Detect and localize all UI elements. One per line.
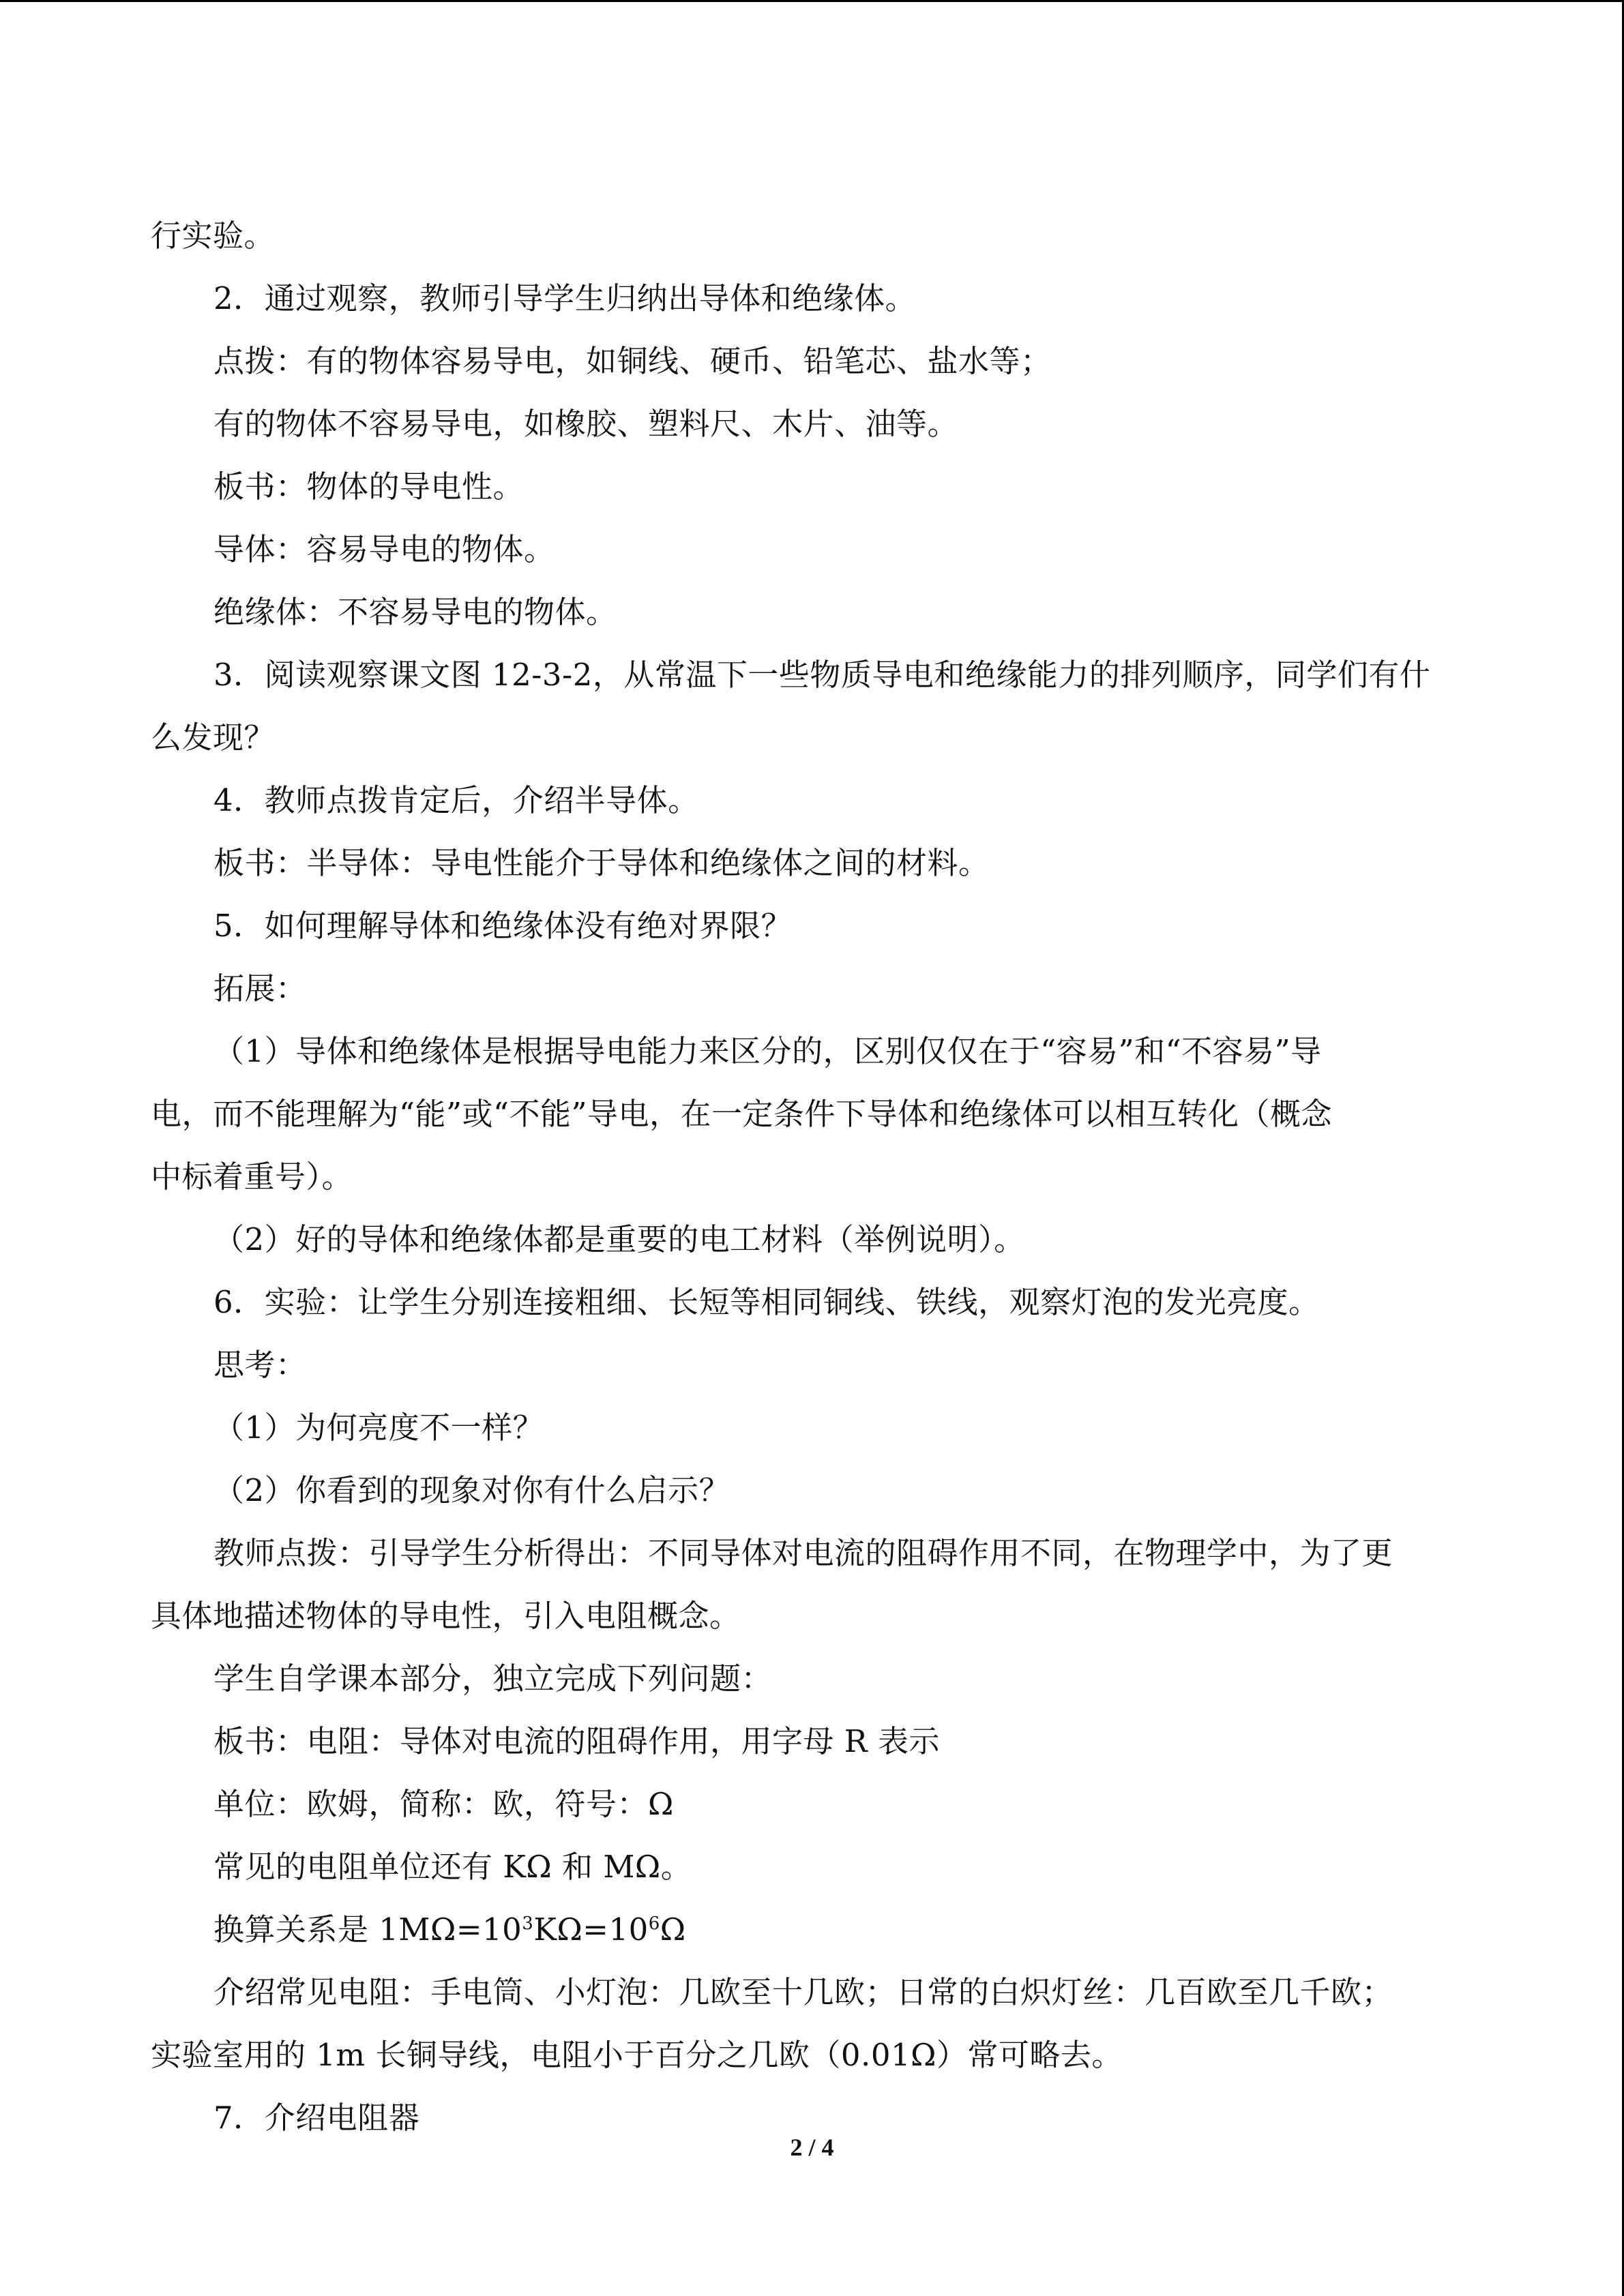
conversion-prefix: 换算关系是 1MΩ=10	[213, 1911, 522, 1948]
text-line: （2）好的导体和绝缘体都是重要的电工材料（举例说明）。	[213, 1221, 1025, 1257]
text-line: 行实验。	[151, 218, 276, 254]
text-line: 板书：电阻：导体对电流的阻碍作用，用字母 R 表示	[213, 1723, 940, 1759]
text-line: 常见的电阻单位还有 KΩ 和 MΩ。	[213, 1849, 692, 1885]
text-line: 介绍常见电阻：手电筒、小灯泡：几欧至十几欧；日常的白炽灯丝：几百欧至几千欧；	[213, 1974, 1393, 2010]
conversion-exponent-2: 6	[648, 1913, 660, 1934]
text-line: 学生自学课本部分，独立完成下列问题：	[213, 1660, 773, 1697]
text-line: 中标着重号）。	[151, 1159, 353, 1195]
text-line: 么发现？	[151, 719, 276, 756]
text-line: 电，而不能理解为“能”或“不能”导电，在一定条件下导体和绝缘体可以相互转化（概念	[151, 1096, 1333, 1132]
text-line: （2）你看到的现象对你有什么启示？	[213, 1472, 730, 1508]
text-line: （1）为何亮度不一样？	[213, 1410, 544, 1446]
text-line: 实验室用的 1m 长铜导线，电阻小于百分之几欧（0.01Ω）常可略去。	[151, 2037, 1123, 2073]
text-line: 点拨：有的物体容易导电，如铜线、硬币、铅笔芯、盐水等；	[213, 343, 1052, 379]
paragraph-block-tail	[151, 1961, 1474, 2149]
text-line: 有的物体不容易导电，如橡胶、塑料尺、木片、油等。	[213, 406, 959, 442]
text-line: 绝缘体：不容易导电的物体。	[213, 594, 617, 630]
text-line: 板书：物体的导电性。	[213, 468, 525, 505]
text-line: 4．教师点拨肯定后，介绍半导体。	[213, 782, 699, 818]
text-line: 2．通过观察，教师引导学生归纳出导体和绝缘体。	[213, 280, 917, 316]
text-line: 教师点拨：引导学生分析得出：不同导体对电流的阻碍作用不同，在物理学中，为了更	[213, 1535, 1393, 1571]
text-line: 3．阅读观察课文图 12-3-2，从常温下一些物质导电和绝缘能力的排列顺序，同学们有什	[213, 657, 1431, 693]
text-line: 6．实验：让学生分别连接粗细、长短等相同铜线、铁线，观察灯泡的发光亮度。	[213, 1284, 1320, 1320]
conversion-exponent-1: 3	[522, 1913, 534, 1934]
conversion-suffix: Ω	[660, 1911, 686, 1948]
text-line: 7．介绍电阻器	[213, 2100, 420, 2136]
text-line: （1）导体和绝缘体是根据导电能力来区分的，区别仅仅在于“容易”和“不容易”导	[213, 1033, 1322, 1069]
text-line: 板书：半导体：导电性能介于导体和绝缘体之间的材料。	[213, 845, 990, 881]
conversion-line	[151, 1898, 1474, 1961]
document-body	[151, 205, 1474, 2149]
text-line: 思考：	[213, 1347, 307, 1383]
page-number: 2 / 4	[790, 2134, 834, 2161]
text-line: 导体：容易导电的物体。	[213, 531, 555, 567]
text-line: 单位：欧姆，简称：欧，符号：Ω	[213, 1786, 674, 1822]
text-line: 5．如何理解导体和绝缘体没有绝对界限？	[213, 908, 793, 944]
text-line: 拓展：	[213, 970, 307, 1007]
paragraph-block-main	[151, 205, 1474, 1898]
page-border-top	[0, 0, 1624, 2]
conversion-middle: KΩ=10	[533, 1911, 649, 1948]
text-line: 具体地描述物体的导电性，引入电阻概念。	[151, 1598, 741, 1634]
